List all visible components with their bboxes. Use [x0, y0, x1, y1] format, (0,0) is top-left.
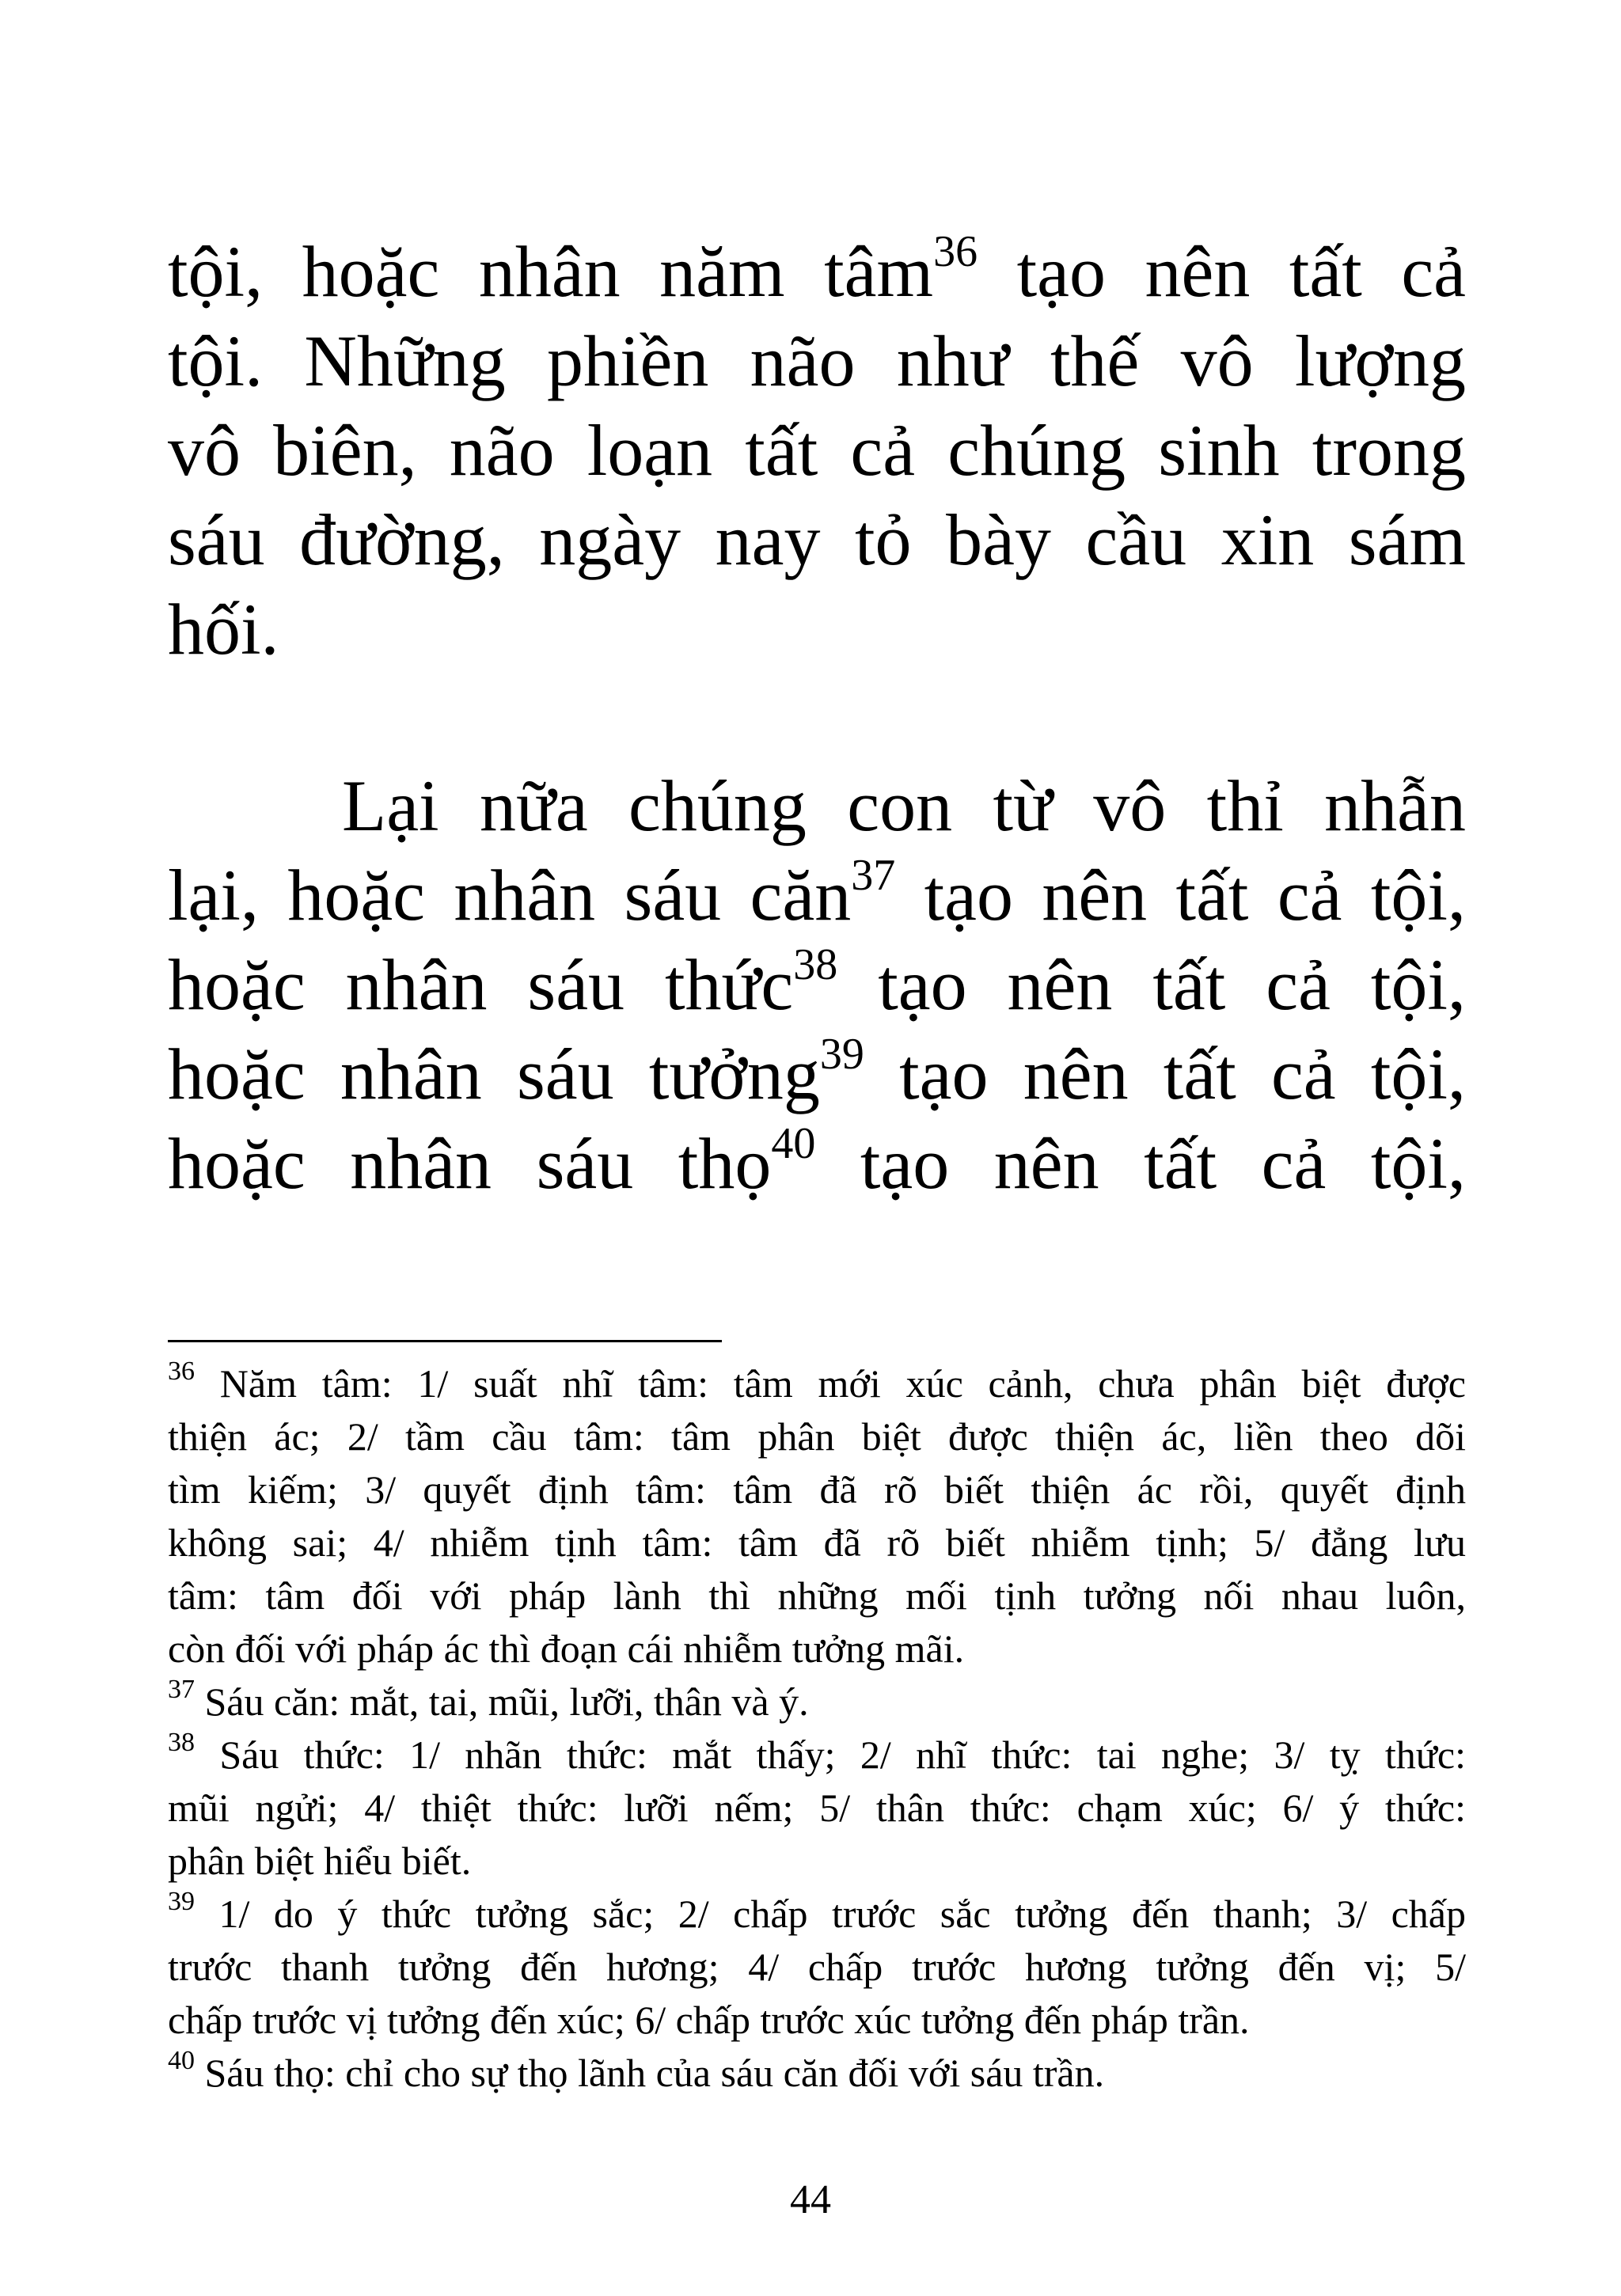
footnote-40: $^{40}$ Sáu thọ: chỉ cho sự thọ lãnh của sáu căn đối với sáu trần. — [168, 2046, 1105, 2095]
body-line: hoặc nhân sáu thọ$^{40}$ tạo nên tất cả tội, — [168, 1119, 1466, 1204]
footnote-36: $^{36}$ Năm tâm: 1/ suất nhĩ tâm: tâm mới xúc cảnh, chưa phân biệt được — [168, 1357, 1466, 1406]
footnote-ref-37: 37 — [851, 851, 896, 900]
body-line: hối. — [168, 589, 279, 670]
body-line: hoặc nhân sáu thức$^{38}$ tạo nên tất cả tội, — [168, 940, 1466, 1025]
footnote-38: $^{38}$ Sáu thức: 1/ nhãn thức: mắt thấy; 2/ nhĩ thức: tai nghe; 3/ tỵ thức: — [168, 1728, 1466, 1777]
footnote-ref-36: 36 — [933, 227, 978, 276]
body-line: tội. Những phiền não như thế vô lượng — [168, 321, 1466, 401]
footnote-line: tìm kiếm; 3/ quyết định tâm: tâm đã rõ biết thiện ác rồi, quyết định — [168, 1467, 1466, 1512]
footnote-number: 40 — [168, 2046, 195, 2075]
footnote-line: không sai; 4/ nhiễm tịnh tâm: tâm đã rõ biết nhiễm tịnh; 5/ đẳng lưu — [168, 1520, 1466, 1565]
footnote-37: $^{37}$ Sáu căn: mắt, tai, mũi, lưỡi, thân và ý. — [168, 1675, 809, 1724]
body-line: Lại nữa chúng con từ vô thỉ nhẫn — [342, 765, 1466, 846]
footnote-ref-40: 40 — [771, 1119, 816, 1168]
footnote-line: trước thanh tưởng đến hương; 4/ chấp trước hương tưởng đến vị; 5/ — [168, 1945, 1466, 1989]
footnote-line: tâm: tâm đối với pháp lành thì những mối tịnh tưởng nối nhau luôn, — [168, 1573, 1466, 1618]
footnote-39: $^{39}$ 1/ do ý thức tưởng sắc; 2/ chấp trước sắc tưởng đến thanh; 3/ chấp — [168, 1887, 1466, 1936]
footnote-number: 39 — [168, 1887, 195, 1916]
footnote-line: phân biệt hiểu biết. — [168, 1839, 472, 1883]
body-paragraph-1 — [168, 227, 1466, 674]
footnotes — [168, 1357, 1466, 2100]
footnote-ref-38: 38 — [793, 940, 838, 989]
body-line: sáu đường, ngày nay tỏ bày cầu xin sám — [168, 499, 1466, 580]
footnote-separator — [168, 1340, 722, 1342]
footnote-number: 37 — [168, 1675, 195, 1704]
body-line: tội, hoặc nhân năm tâm$^{36}$ tạo nên tất cả — [168, 227, 1466, 312]
page-number: 44 — [790, 2177, 831, 2222]
footnote-number: 36 — [168, 1357, 195, 1386]
footnote-line: chấp trước vị tưởng đến xúc; 6/ chấp trước xúc tưởng đến pháp trần. — [168, 1998, 1250, 2042]
footnote-number: 38 — [168, 1728, 195, 1757]
body-paragraph-2 — [168, 761, 1466, 1209]
footnote-line: thiện ác; 2/ tầm cầu tâm: tâm phân biệt được thiện ác, liền theo dõi — [168, 1414, 1466, 1459]
footnote-ref-39: 39 — [819, 1030, 864, 1079]
footnote-line: còn đối với pháp ác thì đoạn cái nhiễm tưởng mãi. — [168, 1626, 965, 1671]
body-line: vô biên, não loạn tất cả chúng sinh trong — [168, 410, 1466, 491]
body-line: hoặc nhân sáu tưởng$^{39}$ tạo nên tất cả tội, — [168, 1030, 1466, 1114]
body-line: lại, hoặc nhân sáu căn$^{37}$ tạo nên tất cả tội, — [168, 851, 1466, 935]
footnote-line: mũi ngửi; 4/ thiệt thức: lưỡi nếm; 5/ thân thức: chạm xúc; 6/ ý thức: — [168, 1786, 1466, 1830]
